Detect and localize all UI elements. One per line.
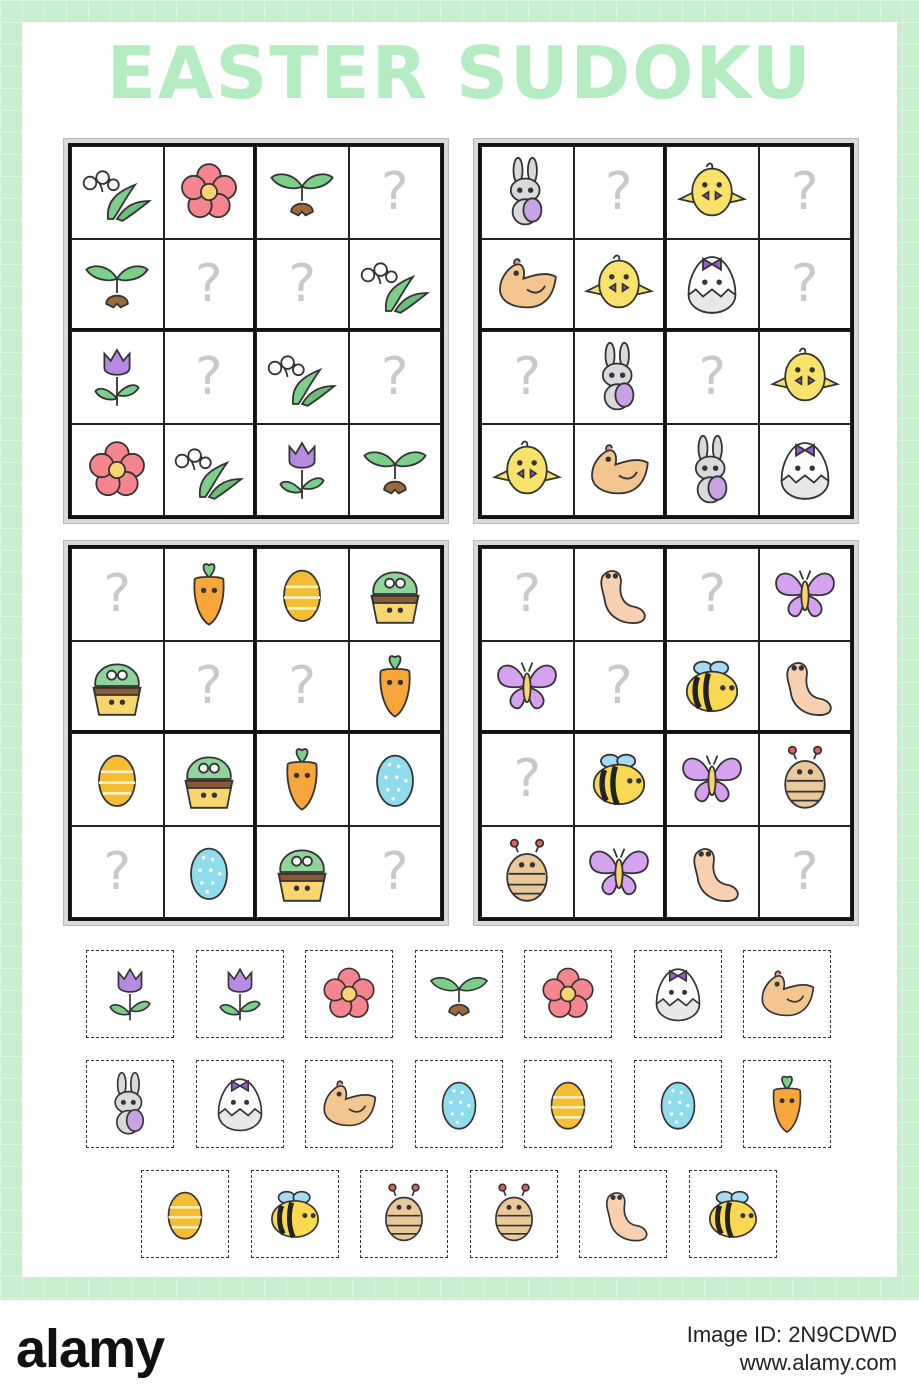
- sudoku-cell: [164, 424, 257, 517]
- question-mark: ?: [698, 564, 727, 625]
- cupcake-icon: [173, 743, 245, 815]
- empty-cell[interactable]: [481, 548, 574, 641]
- tulip-icon: [97, 961, 163, 1027]
- question-mark: ?: [380, 162, 409, 223]
- tulip-icon: [266, 434, 338, 506]
- cupcake-icon: [359, 558, 431, 630]
- empty-cell[interactable]: [349, 331, 442, 424]
- cutout-piece[interactable]: [196, 950, 284, 1038]
- egg-blue-icon: [426, 1071, 492, 1137]
- empty-cell[interactable]: [349, 146, 442, 239]
- sudoku-cell: [759, 733, 852, 826]
- sudoku-cell: [349, 641, 442, 734]
- sudoku-cell: [481, 239, 574, 332]
- hen-icon: [583, 434, 655, 506]
- chick-icon: [769, 341, 841, 413]
- sudoku-cell: [71, 331, 164, 424]
- butterfly-icon: [676, 743, 748, 815]
- egg-yellow-icon: [535, 1071, 601, 1137]
- sudoku-cell: [574, 331, 667, 424]
- sudoku-cell: [574, 826, 667, 919]
- sudoku-cell: [666, 641, 759, 734]
- empty-cell[interactable]: [164, 641, 257, 734]
- page-title: EASTER SUDOKU: [106, 31, 813, 115]
- flower-icon: [316, 961, 382, 1027]
- butterfly-icon: [769, 558, 841, 630]
- sudoku-cell: [481, 641, 574, 734]
- bunny-icon: [583, 341, 655, 413]
- sudoku-board-flowers: [63, 138, 449, 524]
- empty-cell[interactable]: [666, 331, 759, 424]
- cutout-piece[interactable]: [305, 1060, 393, 1148]
- carrot-icon: [266, 743, 338, 815]
- sudoku-cell: [666, 424, 759, 517]
- carrot-icon: [754, 1071, 820, 1137]
- question-mark: ?: [194, 347, 223, 408]
- sudoku-cell: [574, 239, 667, 332]
- egg-blue-icon: [173, 836, 245, 908]
- bee-icon: [700, 1181, 766, 1247]
- bunny-icon: [491, 156, 563, 228]
- sudoku-cell: [666, 826, 759, 919]
- sudoku-cell: [574, 733, 667, 826]
- cutout-piece[interactable]: [689, 1170, 777, 1258]
- question-mark: ?: [604, 655, 633, 716]
- flower-icon: [535, 961, 601, 1027]
- empty-cell[interactable]: [481, 733, 574, 826]
- watermark-footer: [0, 1300, 919, 1390]
- question-mark: ?: [380, 841, 409, 902]
- empty-cell[interactable]: [759, 239, 852, 332]
- chick-icon: [676, 156, 748, 228]
- sudoku-cell: [666, 146, 759, 239]
- empty-cell[interactable]: [481, 331, 574, 424]
- flower-icon: [81, 434, 153, 506]
- sudoku-grid: [478, 545, 854, 921]
- sudoku-cell: [256, 548, 349, 641]
- bee-icon: [262, 1181, 328, 1247]
- sudoku-cell: [256, 826, 349, 919]
- butterfly-icon: [583, 836, 655, 908]
- tulip-icon: [207, 961, 273, 1027]
- cutout-piece[interactable]: [196, 1060, 284, 1148]
- question-mark: ?: [790, 253, 819, 314]
- cutout-piece[interactable]: [743, 950, 831, 1038]
- empty-cell[interactable]: [759, 826, 852, 919]
- sprout-icon: [81, 248, 153, 320]
- question-mark: ?: [790, 162, 819, 223]
- sudoku-cell: [759, 424, 852, 517]
- question-mark: ?: [380, 347, 409, 408]
- sudoku-board-animals: [473, 138, 859, 524]
- sudoku-cell: [164, 826, 257, 919]
- tulip-icon: [81, 341, 153, 413]
- cutout-piece[interactable]: [86, 950, 174, 1038]
- sudoku-cell: [71, 733, 164, 826]
- empty-cell[interactable]: [71, 826, 164, 919]
- cutout-piece[interactable]: [415, 950, 503, 1038]
- cutout-piece[interactable]: [524, 1060, 612, 1148]
- egg-bow-icon: [676, 248, 748, 320]
- empty-cell[interactable]: [759, 146, 852, 239]
- sudoku-cell: [481, 424, 574, 517]
- sudoku-cell: [349, 733, 442, 826]
- sudoku-cell: [256, 146, 349, 239]
- sudoku-board-bugs: [473, 540, 859, 926]
- flower-icon: [173, 156, 245, 228]
- empty-cell[interactable]: [349, 826, 442, 919]
- question-mark: ?: [194, 253, 223, 314]
- empty-cell[interactable]: [71, 548, 164, 641]
- lily-icon: [359, 248, 431, 320]
- cutout-piece[interactable]: [415, 1060, 503, 1148]
- question-mark: ?: [513, 564, 542, 625]
- hen-icon: [491, 248, 563, 320]
- question-mark: ?: [698, 347, 727, 408]
- question-mark: ?: [513, 347, 542, 408]
- egg-yellow-icon: [81, 743, 153, 815]
- sudoku-grid: [68, 545, 444, 921]
- sudoku-grid: [478, 143, 854, 519]
- empty-cell[interactable]: [256, 641, 349, 734]
- sudoku-cell: [574, 548, 667, 641]
- empty-cell[interactable]: [574, 146, 667, 239]
- egg-bow-icon: [207, 1071, 273, 1137]
- sudoku-cell: [349, 239, 442, 332]
- sudoku-cell: [759, 331, 852, 424]
- chick-icon: [583, 248, 655, 320]
- sudoku-cell: [71, 146, 164, 239]
- lily-icon: [81, 156, 153, 228]
- sudoku-cell: [71, 424, 164, 517]
- sudoku-cell: [164, 733, 257, 826]
- beetle-icon: [491, 836, 563, 908]
- cutout-piece[interactable]: [251, 1170, 339, 1258]
- sudoku-cell: [256, 424, 349, 517]
- question-mark: ?: [194, 655, 223, 716]
- sudoku-cell: [666, 733, 759, 826]
- beetle-icon: [371, 1181, 437, 1247]
- egg-blue-icon: [359, 743, 431, 815]
- cutout-piece[interactable]: [360, 1170, 448, 1258]
- butterfly-icon: [491, 650, 563, 722]
- egg-bow-icon: [645, 961, 711, 1027]
- image-id: Image ID: 2N9CDWD: [686, 1322, 897, 1347]
- bee-icon: [583, 743, 655, 815]
- egg-blue-icon: [645, 1071, 711, 1137]
- cupcake-icon: [266, 836, 338, 908]
- site-url: www.alamy.com: [739, 1350, 897, 1375]
- question-mark: ?: [103, 564, 132, 625]
- sudoku-board-treats: [63, 540, 449, 926]
- sudoku-cell: [481, 826, 574, 919]
- sudoku-cell: [164, 146, 257, 239]
- cutout-piece[interactable]: [743, 1060, 831, 1148]
- bunny-icon: [676, 434, 748, 506]
- cutout-piece[interactable]: [305, 950, 393, 1038]
- lily-icon: [173, 434, 245, 506]
- question-mark: ?: [288, 655, 317, 716]
- cutout-piece[interactable]: [634, 1060, 722, 1148]
- sudoku-cell: [349, 424, 442, 517]
- empty-cell[interactable]: [256, 239, 349, 332]
- question-mark: ?: [790, 841, 819, 902]
- question-mark: ?: [288, 253, 317, 314]
- empty-cell[interactable]: [574, 641, 667, 734]
- sudoku-cell: [256, 331, 349, 424]
- cutout-piece[interactable]: [470, 1170, 558, 1258]
- cutout-piece[interactable]: [524, 950, 612, 1038]
- bee-icon: [676, 650, 748, 722]
- worm-icon: [590, 1181, 656, 1247]
- empty-cell[interactable]: [164, 331, 257, 424]
- question-mark: ?: [103, 841, 132, 902]
- question-mark: ?: [513, 749, 542, 810]
- question-mark: ?: [604, 162, 633, 223]
- carrot-icon: [359, 650, 431, 722]
- worm-icon: [676, 836, 748, 908]
- empty-cell[interactable]: [666, 548, 759, 641]
- sprout-icon: [266, 156, 338, 228]
- worm-icon: [769, 650, 841, 722]
- bunny-icon: [97, 1071, 163, 1137]
- chick-icon: [491, 434, 563, 506]
- sudoku-cell: [574, 424, 667, 517]
- sudoku-cell: [71, 641, 164, 734]
- sprout-icon: [359, 434, 431, 506]
- brand-logo: alamy: [16, 1319, 165, 1379]
- sudoku-cell: [666, 239, 759, 332]
- sudoku-cell: [256, 733, 349, 826]
- cutout-piece[interactable]: [86, 1060, 174, 1148]
- lily-icon: [266, 341, 338, 413]
- hen-icon: [316, 1071, 382, 1137]
- sudoku-cell: [481, 146, 574, 239]
- cupcake-icon: [81, 650, 153, 722]
- sudoku-cell: [71, 239, 164, 332]
- hen-icon: [754, 961, 820, 1027]
- sudoku-cell: [759, 548, 852, 641]
- sudoku-grid: [68, 143, 444, 519]
- sprout-icon: [426, 961, 492, 1027]
- egg-yellow-icon: [152, 1181, 218, 1247]
- egg-bow-icon: [769, 434, 841, 506]
- cutout-piece[interactable]: [141, 1170, 229, 1258]
- beetle-icon: [481, 1181, 547, 1247]
- beetle-icon: [769, 743, 841, 815]
- sudoku-cell: [349, 548, 442, 641]
- sudoku-cell: [164, 548, 257, 641]
- cutout-piece[interactable]: [579, 1170, 667, 1258]
- cutout-piece[interactable]: [634, 950, 722, 1038]
- worm-icon: [583, 558, 655, 630]
- empty-cell[interactable]: [164, 239, 257, 332]
- egg-yellow-icon: [266, 558, 338, 630]
- sudoku-cell: [759, 641, 852, 734]
- carrot-icon: [173, 558, 245, 630]
